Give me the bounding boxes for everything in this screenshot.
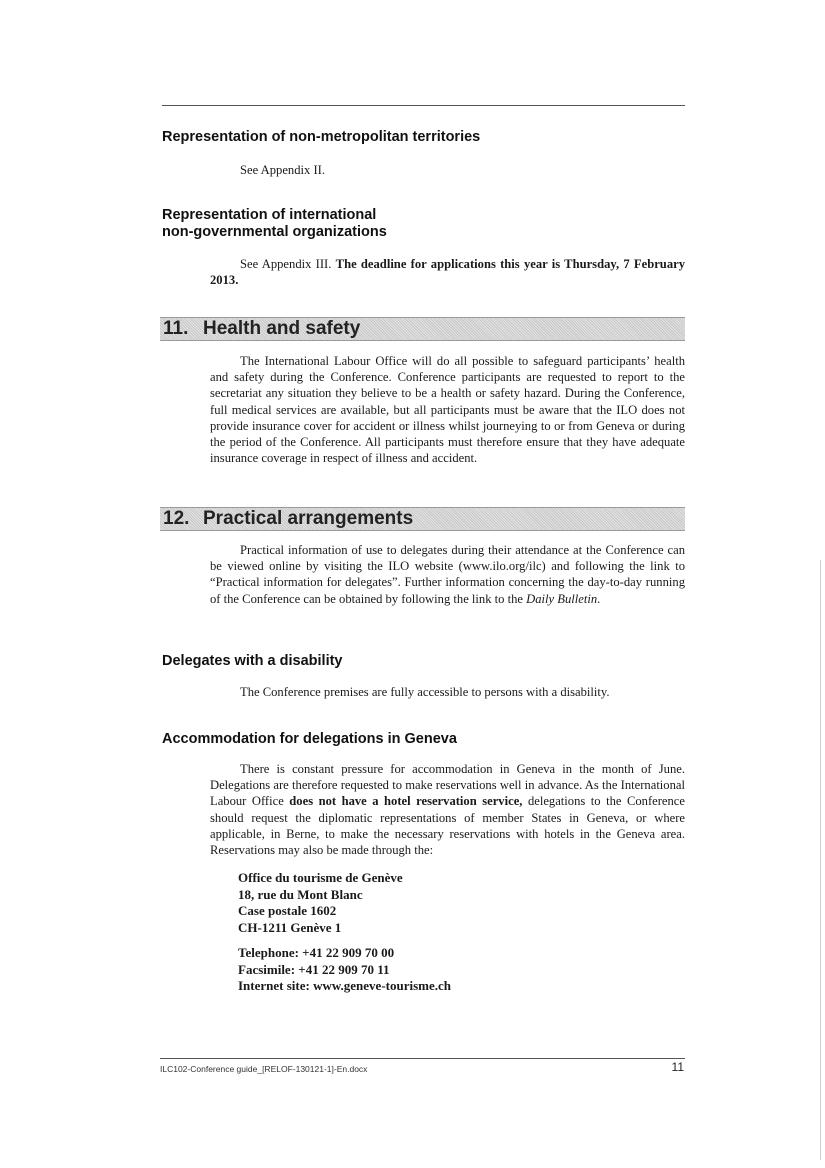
- non-metro-heading: Representation of non-metropolitan territories: [162, 129, 481, 145]
- footer-document-name: ILC102-Conference guide_[RELOF-130121-1]-En.docx: [160, 1064, 368, 1074]
- footer-rule: [160, 1058, 685, 1059]
- section-12-number: 12.: [163, 508, 190, 529]
- accommodation-text: [210, 761, 685, 858]
- practical-text: [210, 542, 685, 607]
- tourism-office-address: [238, 870, 403, 936]
- address-line: Office du tourisme de Genève: [238, 870, 403, 885]
- tourism-office-contact: [238, 945, 451, 995]
- accommodation-text-after: delegations to the Conference should request the diplomatic representations of member States in Geneva, or where applicable, in Berne, to make the necessary reservations with hotels in the Geneva area. Reservations may also be made through the:: [210, 794, 685, 858]
- ngo-heading-line1: Representation of international: [162, 207, 377, 223]
- website-line: Internet site: www.geneve-tourisme.ch: [238, 978, 452, 993]
- section-11-banner: [160, 317, 685, 341]
- telephone-line: Telephone: +41 22 909 70 00: [238, 945, 395, 960]
- accommodation-text-before: There is constant pressure for accommodation in Geneva in the month of June. Delegations are therefore requested to make reservations well in advance. As the International Labour Office: [210, 762, 685, 809]
- disability-heading: Delegates with a disability: [162, 653, 343, 669]
- ngo-text-plain: See Appendix III.: [240, 257, 332, 271]
- non-metro-text: See Appendix II.: [240, 163, 325, 177]
- accommodation-text-bold: does not have a hotel reservation service,: [289, 794, 523, 809]
- practical-text-after: .: [597, 591, 601, 606]
- header-rule: [162, 105, 685, 106]
- health-text: [210, 353, 685, 466]
- practical-text-before: Practical information of use to delegates during their attendance at the Conference can be viewed online by visiting the ILO website (www.ilo.org/ilc) and following the link to “Practical information for delegates”. Further information concerning the day-to-day running of the Conference can be obtained by following the link to the: [210, 543, 685, 606]
- ngo-deadline: The deadline for applications this year is Thursday, 7 February 2013.: [210, 257, 685, 288]
- address-line: 18, rue du Mont Blanc: [238, 886, 363, 902]
- ngo-heading-line2: non-governmental organizations: [162, 224, 387, 240]
- daily-bulletin-link-text: Daily Bulletin: [526, 591, 598, 606]
- address-line: Case postale 1602: [238, 903, 337, 918]
- section-12-title: Practical arrangements: [203, 508, 414, 529]
- section-12-banner: [160, 507, 685, 531]
- section-11-number: 11.: [163, 318, 189, 339]
- facsimile-line: Facsimile: +41 22 909 70 11: [238, 961, 390, 977]
- ngo-text: [210, 256, 685, 288]
- section-11-title: Health and safety: [203, 318, 361, 339]
- page-number: 11: [671, 1060, 684, 1074]
- accommodation-heading: Accommodation for delegations in Geneva: [162, 731, 457, 747]
- address-line: CH-1211 Genève 1: [238, 919, 342, 935]
- health-text-body: The International Labour Office will do all possible to safeguard participants’ health and safety during the Conference. Conference participants are requested to report to the secretariat any situation they believe to be a health or safety hazard. During the Conference, full medical services are available, but all participants must be aware that the ILO does not provide insurance cover for accident or illness whilst journeying to or from Geneva or during the period of the Conference. All participants must therefore ensure that they have adequate insurance coverage in respect of illness and accident.: [210, 354, 685, 466]
- disability-text: The Conference premises are fully accessible to persons with a disability.: [240, 685, 610, 699]
- scan-edge-line: [820, 560, 821, 1160]
- ngo-heading: [162, 207, 387, 241]
